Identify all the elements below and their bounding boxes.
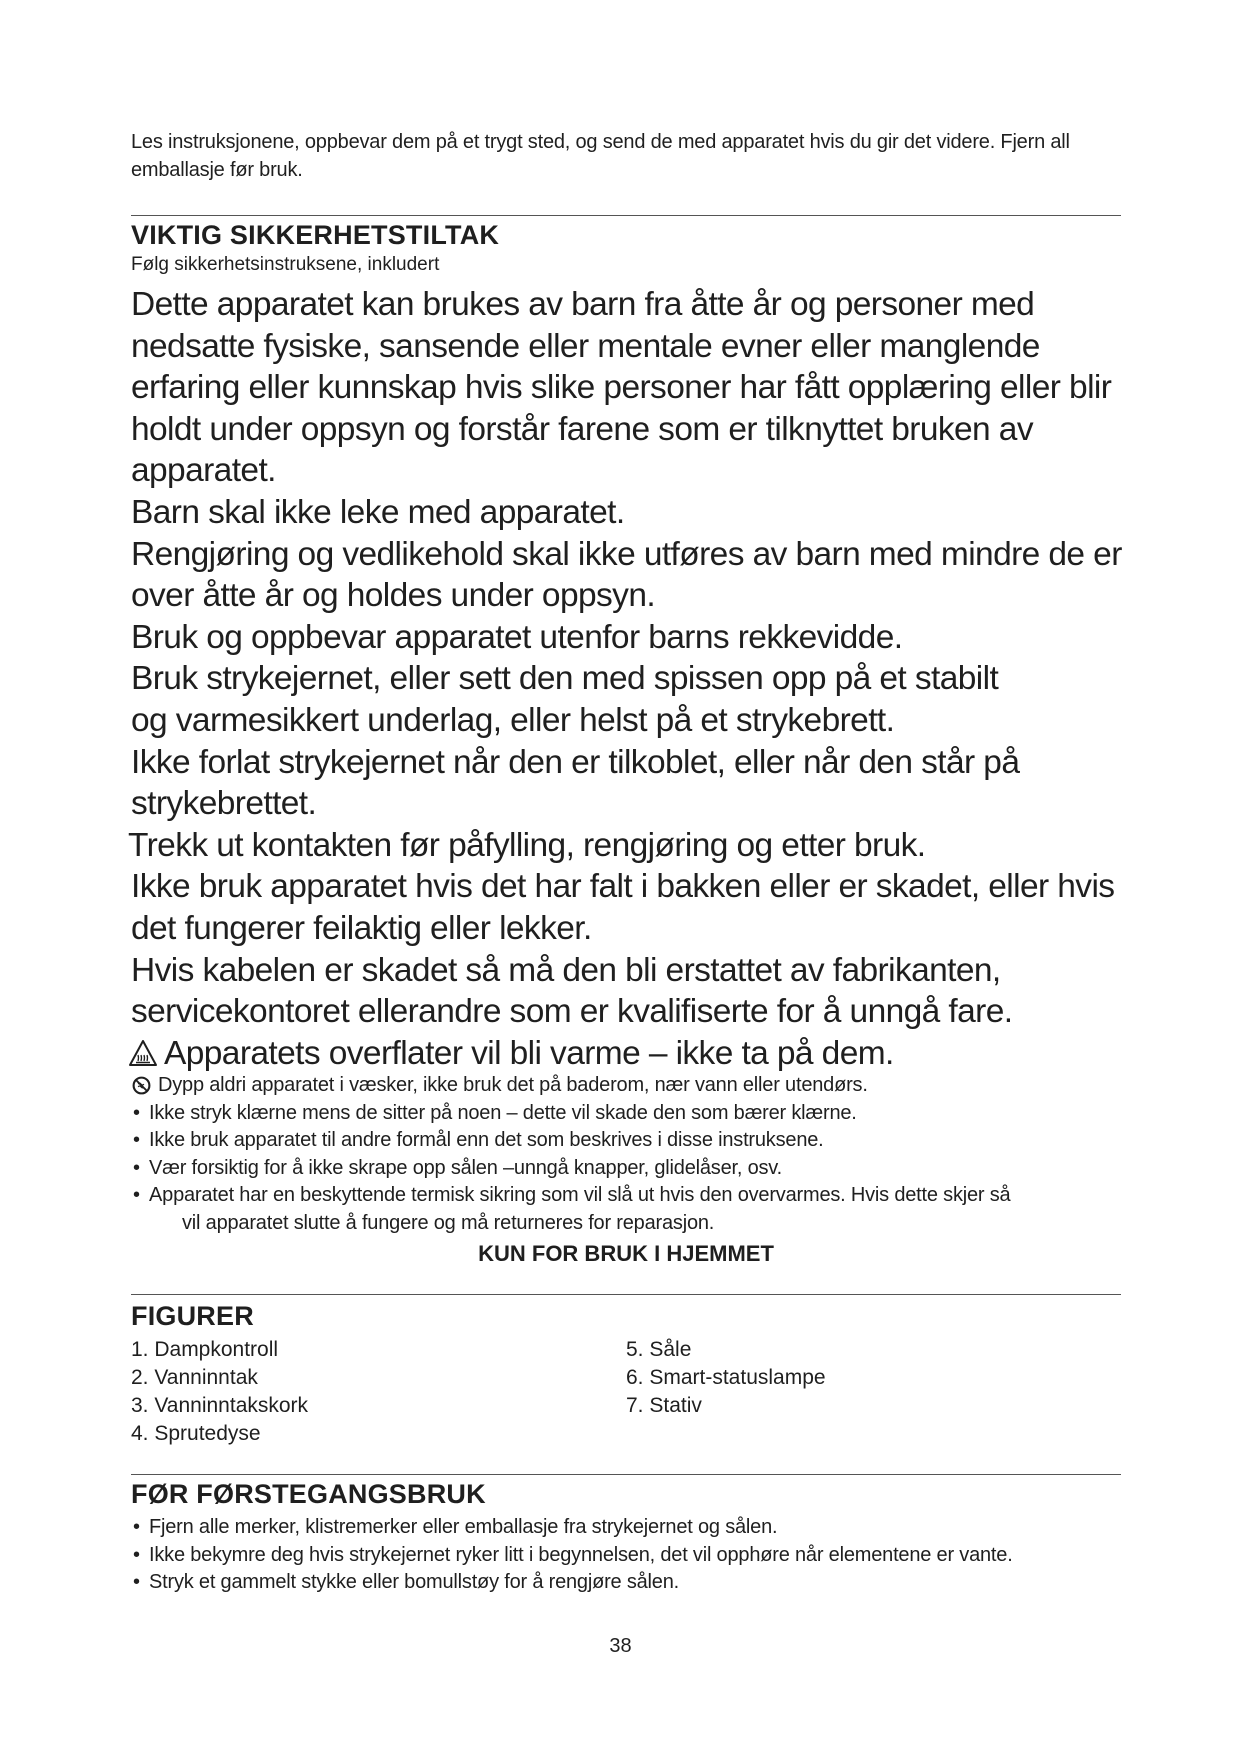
figures-list <box>131 1336 1121 1448</box>
list-item-text: Vær forsiktig for å ikke skrape opp sålen –unngå knapper, glidelåser, osv. <box>149 1156 782 1179</box>
first-use-list <box>131 1514 1131 1597</box>
figure-item: 6. Smart-statuslampe <box>626 1366 826 1390</box>
no-immersion-text: Dypp aldri apparatet i væsker, ikke bruk det på baderom, nær vann eller utendørs. <box>158 1074 868 1097</box>
section-divider <box>131 1294 1121 1295</box>
intro-text: Les instruksjonene, oppbevar dem på et trygt sted, og send de med apparatet hvis du gir det videre. Fjern all emballasje før bruk. <box>131 131 1070 181</box>
list-item-text: Ikke bekymre deg hvis strykejernet ryker litt i begynnelsen, det vil opphøre når elementene er vante. <box>149 1543 1013 1566</box>
safety-paragraph: Trekk ut kontakten før påfylling, rengjøring og etter bruk. <box>128 826 926 864</box>
safety-paragraph: Rengjøring og vedlikehold skal ikke utføres av barn med mindre de er over åtte år og holdes under oppsyn. <box>131 535 1122 615</box>
safety-paragraphs <box>128 284 1141 1074</box>
list-item-text: Stryk et gammelt stykke eller bomullstøy for å rengjøre sålen. <box>149 1571 680 1594</box>
list-item-text: Apparatet har en beskyttende termisk sikring som vil slå ut hvis den overvarmes. Hvis dette skjer så <box>149 1184 1011 1207</box>
home-use-notice: KUN FOR BRUK I HJEMMET <box>478 1241 774 1267</box>
safety-paragraph: Ikke bruk apparatet hvis det har falt i bakken eller er skadet, eller hvis det fungerer feilaktig eller lekker. <box>131 868 1115 947</box>
figure-item: 5. Såle <box>626 1338 692 1362</box>
safety-title: VIKTIG SIKKERHETSTILTAK <box>131 220 500 250</box>
safety-paragraph: Bruk strykejernet, eller sett den med spissen opp på et stabilt og varmesikkert underlag, eller helst på et strykebrett. <box>131 660 999 739</box>
list-item: • Fjern alle merker, klistremerker eller emballasje fra strykejernet og sålen. <box>131 1514 1131 1542</box>
hot-surface-warning-icon <box>128 1039 158 1067</box>
figures-title: FIGURER <box>131 1301 254 1332</box>
hot-surface-warning-text: Apparatets overflater vil bli varme – ikke ta på dem. <box>164 1034 894 1072</box>
no-immersion-icon <box>132 1076 151 1095</box>
section-divider <box>131 215 1121 216</box>
figure-item: 1. Dampkontroll <box>131 1338 279 1362</box>
list-item: • Ikke bruk apparatet til andre formål enn det som beskrives i disse instruksene. <box>131 1127 1131 1155</box>
figure-item: 7. Stativ <box>626 1394 702 1418</box>
manual-page <box>128 128 1122 1597</box>
figure-item: 3. Vanninntakskork <box>131 1394 309 1418</box>
no-immersion-item <box>131 1072 1131 1100</box>
safety-paragraph: Ikke forlat strykejernet når den er tilkoblet, eller når den står på strykebrettet. <box>131 743 1020 823</box>
list-item: • Stryk et gammelt stykke eller bomullstøy for å rengjøre sålen. <box>131 1569 1131 1597</box>
figure-item: 4. Sprutedyse <box>131 1422 261 1446</box>
safety-paragraph: Hvis kabelen er skadet så må den bli erstattet av fabrikanten, servicekontoret ellerandre som er kvalifiserte for å unngå fare. <box>131 951 1013 1031</box>
list-item: • Apparatet har en beskyttende termisk sikring som vil slå ut hvis den overvarmes. Hvis dette skjer så <box>131 1182 1131 1210</box>
figures-column-left <box>131 1336 626 1448</box>
first-use-title: FØR FØRSTEGANGSBRUK <box>131 1479 486 1510</box>
page-number: 38 <box>609 1635 632 1657</box>
list-item-text: Ikke stryk klærne mens de sitter på noen – dette vil skade den som bærer klærne. <box>149 1101 857 1124</box>
list-item: • Ikke bekymre deg hvis strykejernet ryker litt i begynnelsen, det vil opphøre når elementene er vante. <box>131 1542 1131 1570</box>
safety-lead: Følg sikkerhetsinstruksene, inkludert <box>131 254 440 275</box>
list-item: • Ikke stryk klærne mens de sitter på noen – dette vil skade den som bærer klærne. <box>131 1100 1131 1128</box>
safety-paragraph: Barn skal ikke leke med apparatet. <box>131 493 625 531</box>
list-item-text: Ikke bruk apparatet til andre formål enn det som beskrives i disse instruksene. <box>149 1129 824 1152</box>
section-divider <box>131 1474 1121 1475</box>
list-item-continuation <box>131 1210 1131 1238</box>
figures-column-right <box>626 1336 1121 1448</box>
list-item: • Vær forsiktig for å ikke skrape opp sålen –unngå knapper, glidelåser, osv. <box>131 1155 1131 1183</box>
hot-surface-warning <box>128 1033 1141 1075</box>
safety-paragraph: Bruk og oppbevar apparatet utenfor barns rekkevidde. <box>131 618 903 656</box>
list-item-text: Fjern alle merker, klistremerker eller emballasje fra strykejernet og sålen. <box>149 1516 778 1539</box>
safety-bullet-list <box>131 1072 1131 1237</box>
list-item-continuation-text: vil apparatet slutte å fungere og må returneres for reparasjon. <box>182 1211 715 1234</box>
safety-paragraph: Dette apparatet kan brukes av barn fra åtte år og personer med nedsatte fysiske, sansende eller mentale evner eller manglende erfaring eller kunnskap hvis slike personer har fått opplæring eller blir holdt under oppsyn og forstår farene som er tilknyttet bruken av apparatet. <box>131 286 1112 490</box>
figure-item: 2. Vanninntak <box>131 1366 258 1390</box>
